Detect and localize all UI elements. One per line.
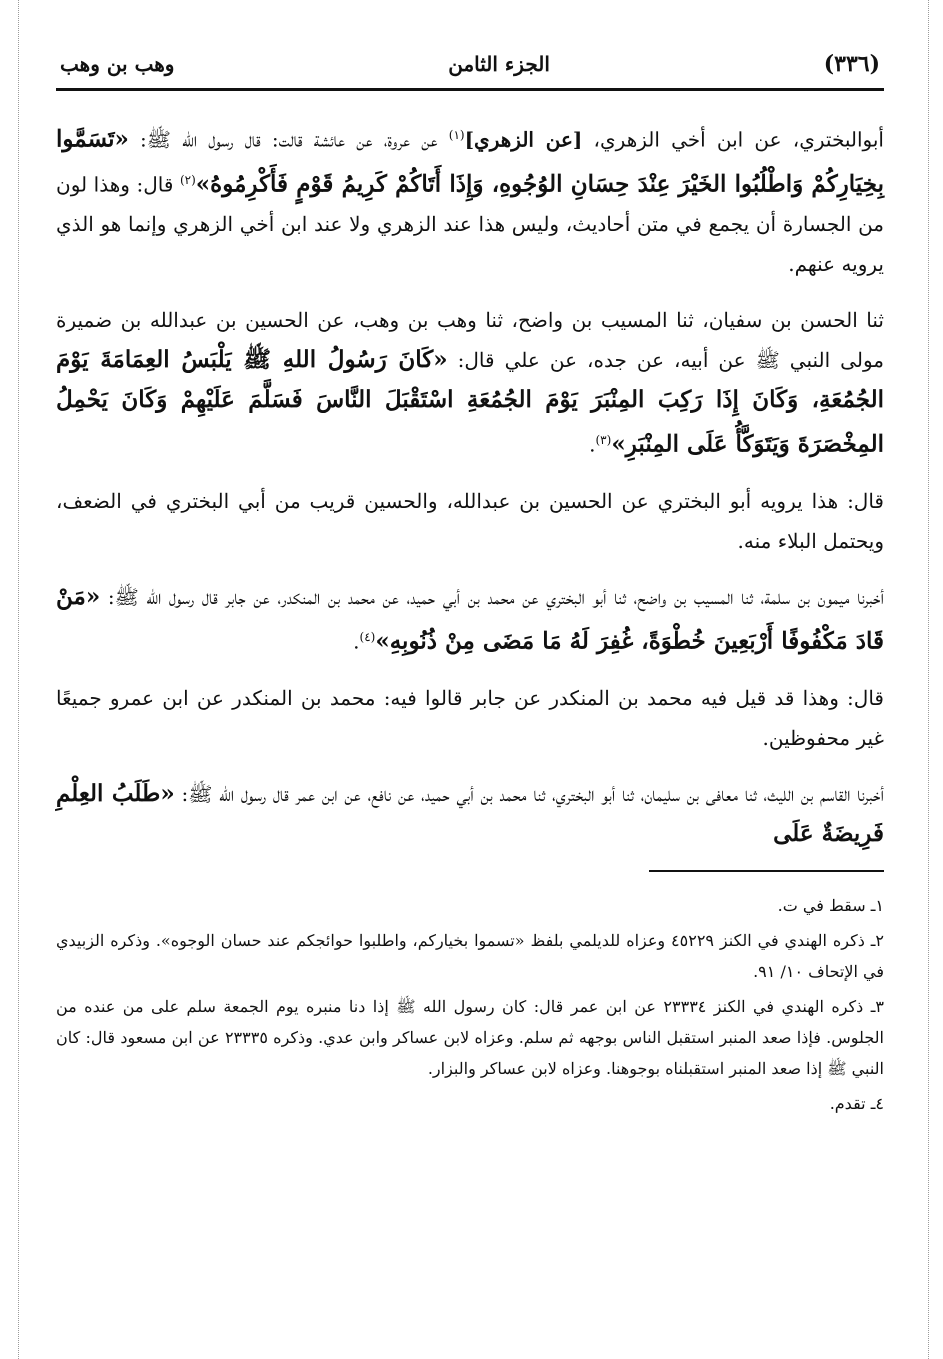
book-page bbox=[56, 40, 884, 1123]
hadith-text: «تَسَمَّوا بِخِيَارِكُمْ وَاطْلُبُوا الخَيْرَ عِنْدَ حِسَانِ الوُجُوهِ، وَإِذَا أَتَاكُمْ كَرِيمُ قَوْمٍ فَأَكْرِمُوهُ» bbox=[56, 125, 884, 198]
chapter-title: وهب بن وهب bbox=[60, 52, 175, 76]
narration-text: عن عروة، عن عائشة قالت: قال رسول الله ﷺ: bbox=[128, 127, 449, 152]
punctuation: . bbox=[589, 432, 596, 457]
right-dotted-border bbox=[928, 0, 929, 1359]
bracketed-insertion: [عن الزهري] bbox=[464, 127, 583, 152]
paragraph-6 bbox=[56, 774, 884, 854]
footnote-2: ٢ـ ذكره الهندي في الكنز ٤٥٢٢٩ وعزاه للديلمي بلفظ «تسموا بخياركم، واطلبوا حوائجكم عند حسان الوجوه». وذكره الزبيدي في الإتحاف ١٠/ ٩١. bbox=[56, 930, 885, 981]
narration-text: أخبرنا ميمون بن سلمة، ثنا المسيب بن واضح، ثنا أبو البختري عن محمد بن أبي حميد، عن محمد بن المنكدر، عن جابر قال رسول الله ﷺ: bbox=[100, 584, 884, 609]
footnote-3: ٣ـ ذكره الهندي في الكنز ٢٣٣٣٤ عن ابن عمر قال: كان رسول الله ﷺ إذا دنا منبره يوم الجمعة سلم على من عنده من الجلوس. فإذا صعد المنبر استقبل الناس بوجهه ثم سلم. وعزاه لابن عساكر وابن عدي. وذكره ٢٣٣٣٥ عن ابن مسعود قال: كان النبي ﷺ إذا صعد المنبر استقبلناه بوجوهنا. وعزاه لابن عساكر والبزار. bbox=[56, 996, 885, 1078]
commentary-text: قال: هذا يرويه أبو البختري عن الحسين بن عبدالله، والحسين قريب من أبي البختري في الضعف، ويحتمل البلاء منه. bbox=[56, 488, 884, 553]
narration-text: أبوالبختري، عن ابن أخي الزهري، bbox=[582, 127, 884, 152]
hadith-text: «مَنْ قَادَ مَكْفُوفًا أَرْبَعِينَ خُطْوَةً، غُفِرَ لَهُ مَا مَضَى مِنْ ذُنُوبِهِ» bbox=[56, 582, 884, 655]
commentary-text: قال: وهذا لون من الجسارة أن يجمع في متن أحاديث، وليس هذا عند الزهري ولا عند ابن أخي الزهري وإنما هو الذي يرويه عنهم. bbox=[56, 172, 884, 277]
narration-text: ثنا الحسن بن سفيان، ثنا المسيب بن واضح، ثنا وهب بن وهب، عن الحسين بن عبدالله بن ضميرة مولى النبي ﷺ عن أبيه، عن جده، عن علي قال: bbox=[56, 308, 884, 373]
commentary-text: قال: وهذا قد قيل فيه محمد بن المنكدر عن جابر قالوا فيه: محمد بن المنكدر عن ابن عمرو جميعًا غير محفوظين. bbox=[56, 685, 884, 750]
footnote-marker: (٣) bbox=[595, 433, 612, 448]
footnote-4: ٤ـ تقدم. bbox=[829, 1093, 884, 1113]
page-number: (٣٣٦) bbox=[823, 51, 880, 77]
footnote-1: ١ـ سقط في ت. bbox=[777, 895, 884, 915]
paragraph-3 bbox=[56, 481, 884, 561]
footnote-separator bbox=[649, 870, 884, 872]
left-dotted-border bbox=[18, 0, 19, 1359]
paragraph-1 bbox=[56, 115, 884, 284]
volume-title: الجزء الثامن bbox=[448, 52, 550, 76]
footnote-marker: (٢) bbox=[179, 172, 196, 187]
punctuation: . bbox=[353, 629, 360, 654]
footnotes bbox=[56, 890, 884, 1119]
footnote-marker: (١) bbox=[448, 128, 465, 142]
paragraph-2 bbox=[56, 300, 884, 465]
paragraph-4 bbox=[56, 577, 884, 662]
hadith-text: «كَانَ رَسُولُ اللهِ ﷺ يَلْبَسُ العِمَامَةَ يَوْمَ الجُمُعَةِ، وَكَانَ إِذَا رَكِبَ المِنْبَرَ يَوْمَ الجُمُعَةِ اسْتَقْبَلَ النَّاسَ فَسَلَّمَ عَلَيْهِمْ وَكَانَ يَحْمِلُ المِخْصَرَةَ وَيَتَوَكَّأُ عَلَى المِنْبَرِ» bbox=[56, 346, 884, 458]
hadith-text: «طَلَبُ العِلْمِ فَرِيضَةٌ عَلَى bbox=[56, 779, 884, 847]
running-header bbox=[56, 40, 884, 91]
narration-text: أخبرنا القاسم بن الليث، ثنا معافى بن سليمان، ثنا أبو البختري، ثنا محمد بن أبي حميد، عن نافع، عن ابن عمر قال رسول الله ﷺ: bbox=[174, 781, 884, 806]
paragraph-5 bbox=[56, 678, 884, 758]
main-text bbox=[56, 115, 884, 854]
footnote-marker: (٤) bbox=[359, 629, 376, 644]
